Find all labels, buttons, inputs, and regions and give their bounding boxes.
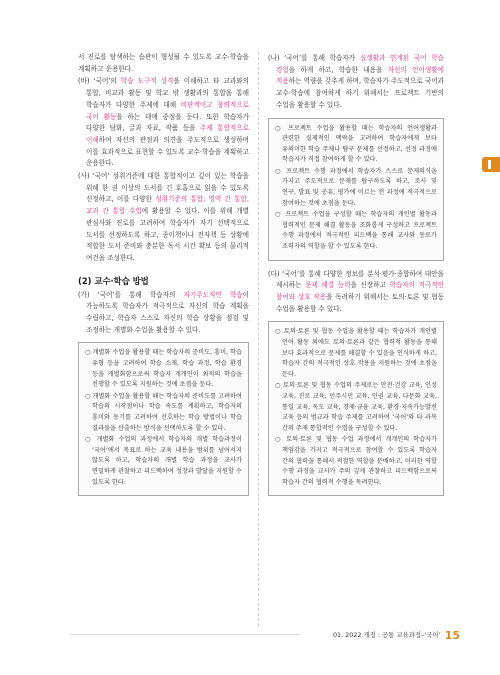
note-item: ○ 프로젝트 수업을 활용할 때는 학습자의 언어생활과 관련한 실제적인 맥락을 고려하여 학습자에게 보다 유의미한 학습 주제나 탐구 문제를 선정하고, 선정 과정에 학습자가 직접 참여하게 할 수 있다. [275, 124, 437, 164]
text-run: 을 이해하고 타 교과와의 통합, 비교과 활동 및 학교 밖 생활과의 통합을 통해 학습자가 다양한 주제에 대해 [86, 77, 250, 109]
note-item: ○ 개별화 수업을 활용할 때는 학습자의 준비도, 흥미, 학습 유형 등을 고려하여 학습 소재, 학습 과정, 학습 환경 등을 개별화함으로써 학습자 개개인이 최적의 학습을 진행할 수 있도록 지원하는 것에 초점을 둔다. [85, 349, 242, 389]
note-item: ○ 프로젝트 수업을 구성할 때는 학습자의 개인별 활동과 협력적인 문제 해결 활동을 조화롭게 구성하고 프로젝트 수행 과정에서 적극적인 피드백을 통해 교사와 동료가 조력자의 역할을 할 수 있도록 한다. [275, 211, 437, 251]
left-column [78, 52, 249, 504]
section-heading: (2) 교수‧학습 방법 [78, 275, 149, 286]
text-run: (가) ‘국어’를 통해 학습자의 [78, 290, 184, 299]
text-run: (다) ‘국어’를 통해 다양한 정보를 분석‧평가‧종합하여 대안을 제시하는 [268, 269, 444, 290]
note-item: ○ 개별화 수업의 과정에서 학습자의 개별 학습과정이 ‘국어’에서 목표로 하는 교육 내용을 범위를 넘어서지 않도록 하고, 학습자의 개별 학습 과정을 교사가 면밀하게 관찰하고 피드백하여 성장과 발달을 지원할 수 있도록 한다. [85, 436, 242, 486]
text-run: 을 독려하기 위해서는 토의‧토론 및 협동 수업을 활용할 수 있다. [276, 293, 444, 313]
highlight-text: 학습 도구적 성격 [120, 77, 174, 86]
note-item: ○ 토의‧토론 및 협동 수업을 활용할 때는 학습자가 개인별 언어 활동 외에도 토의‧토론과 같은 협력적 활동을 통해 보다 효과적으로 문제를 해결할 수 있음을 인식하게 하고, 학습자 간의 적극적인 상호 작용을 지원하는 것에 초점을 둔다. [275, 328, 437, 378]
footer-rule [70, 634, 300, 635]
highlight-text: 실생활과 연계된 국어 학습 경험 [276, 54, 444, 74]
highlight-text: 주제 통합적으로 이해 [86, 124, 249, 144]
note-item: ○ 토의‧토론 및 협동 수업 과정에서 개개인의 학습자가 책임감을 가지고 적극적으로 참여할 수 있도록 학습자 간의 협력을 통해서 적절한 역할을 분배하고, 이러한 역할 수행 과정을 교사가 주의 깊게 관찰하고 피드백함으로써 학습자 간의 협력적 수행을 독려한다. [275, 436, 437, 486]
paragraph-ba [78, 76, 249, 170]
text-run: (바) ‘국어’의 [78, 77, 121, 86]
highlight-text: 비판적이고 창의적으로 국어 활동 [86, 100, 249, 121]
note-box-individualized [78, 342, 249, 496]
highlight-text: 성취기준의 통합, 영역 간 통합, 교과 간 통합 수업 [86, 195, 249, 216]
page-number: 15 [444, 629, 460, 642]
right-column [268, 52, 444, 504]
tab-bar-icon [488, 160, 491, 169]
note-item: ○ 토의‧토론 및 협동 수업의 주제로는 안전‧건강 교육, 인성 교육, 진로 교육, 민주시민 교육, 인권 교육, 다문화 교육, 통일 교육, 독도 교육, 경제‧금융 교육, 환경‧지속가능발전 교육 등의 범교과 학습 주제를 고려하여 ‘국어’와 타 과목 간의 주제 통합적인 수업을 구성할 수 있다. [275, 382, 437, 432]
highlight-text: 자신의 언어생활에 적용 [276, 65, 444, 86]
text-run: (나) ‘국어’를 통해 학습자가 [268, 54, 360, 62]
note-box-project [268, 118, 444, 261]
footer-label: 01. 2022 개정 : 공통 교육과정–‘국어’ [332, 631, 441, 639]
note-box-discussion [268, 321, 444, 496]
column-divider [258, 52, 259, 626]
text-run: 이 가능하도록 학습자가 적극적으로 자신의 학습 계획을 수립하고, 학습자 스스로 자신의 학습 상황을 점검 및 조정하는 개별화 수업을 활용할 수 있다. [86, 290, 249, 334]
highlight-text: 자기주도적인 학습 [183, 290, 243, 299]
highlight-text: 문제 해결 능력 [305, 281, 351, 290]
chapter-tab-marker [482, 157, 500, 172]
text-run: 하는 역량을 갖추게 하며, 학습자가 주도적으로 국어과 교수‧학습에 참여하게 하기 위해서는 프로젝트 기반의 수업을 활용할 수 있다. [276, 77, 444, 109]
note-item: ○ 개별화 수업을 활용할 때는 학습자의 준비도를 고려하여 학습의 시작점이나 학습 속도를 계획하고, 학습자의 흥미와 동기를 고려하여 선호하는 학습 방법이나 학습 결과물을 산출하는 방식을 선택하도록 할 수 있다. [85, 392, 242, 432]
text-run: 하여 자신의 관점과 의견을 주도적으로 생성하며 이를 효과적으로 표현할 수 있도록 교수‧학습을 계획하고 운용한다. [86, 135, 249, 168]
paragraph-na [268, 53, 444, 112]
paragraph-continuation: 서 진로를 탐색하는 습관이 형성될 수 있도록 교수‧학습을 계획하고 운용한다. [78, 53, 249, 73]
note-item: ○ 프로젝트 수행 과정에서 학습자가 스스로 문제의식을 가지고 주도적으로 문제를 탐구하도록 하고, 조사 및 연구, 발표 및 공유, 평가에 이르는 전 과정에 적극적으로 참여하는 것에 초점을 둔다. [275, 167, 437, 207]
text-run: 을 하게 하고, 학습한 내용을 [288, 65, 388, 74]
paragraph-ga [78, 290, 249, 337]
text-run: 에 활용할 수 있다. 이를 위해 개별 관심사와 진로를 고려하여 학습자가 자기 선택적으로 도서를 선정하도록 하고, 종이책이나 전자책 등 상황에 적합한 도서 준비와 충분한 독서 시간 확보 등의 물리적 여건을 조성한다. [86, 207, 250, 262]
text-run: (사) ‘국어’ 성취기준에 대한 통합적이고 깊이 있는 학습을 위해 한 권 이상의 도서를 긴 호흡으로 읽을 수 있도록 선정하고, 이를 다양한 [78, 172, 249, 204]
highlight-text: 학습자의 적극적인 참여와 상호 작용 [276, 281, 444, 302]
page-footer [300, 629, 460, 645]
text-run: 을 신장하고 [350, 281, 390, 290]
paragraph-da [268, 269, 444, 316]
text-run: 을 하는 데에 중점을 둔다. 또한 학습자가 다양한 담화, 글과 자료, 작품 등을 [86, 112, 249, 133]
paragraph-sa [78, 171, 249, 265]
